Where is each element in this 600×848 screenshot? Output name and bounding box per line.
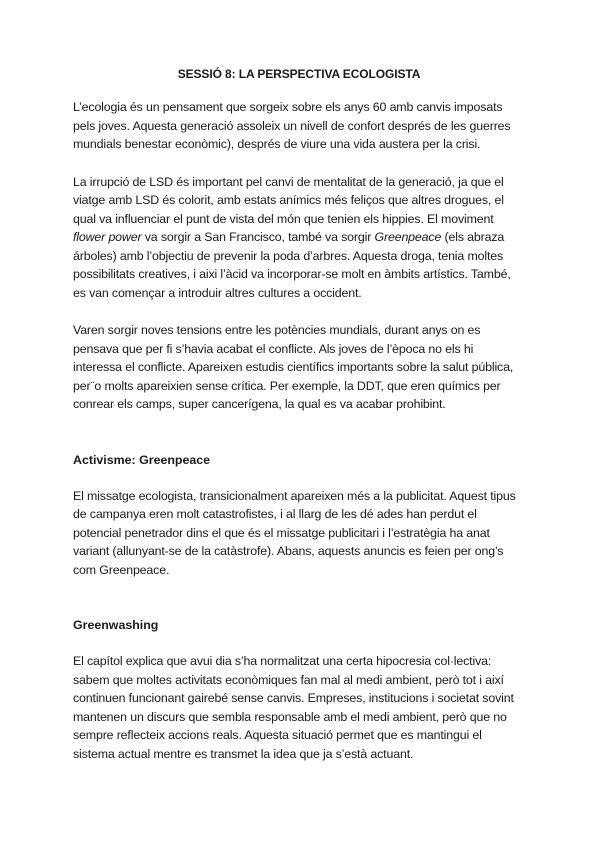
greenpeace-term: Greenpeace [374,230,442,244]
paragraph-ecologia: L’ecologia és un pensament que sorgeix sobre els anys 60 amb canvis imposats pels joves. Aquesta generació assoleix un nivell de confort després de les guerres mundials benestar econòmic), després de viure una vida austera per la crisi. [73,100,511,151]
spacer [73,598,525,616]
paragraph-activisme: El missatge ecologista, transicionalment apareixen més a la publicitat. Aquest tipus de campanya eren molt catastrofistes, i al llarg de les dé ades han perdut el potencial penetrador dins el que és el missatge publicitari i l’estratègia ha anat variant (allunyant-se de la catàstrofe). Abans, aquests anuncis es feien per ong’s com Greenpeace. [73,488,516,577]
document-page [73,66,525,782]
paragraph-tensions: Varen sorgir noves tensions entre les potències mundials, durant anys on es pensava que per fi s’havia acabat el conflicte. Als joves de l’època no els hi interessa el conflicte. Apareixen estudis científics importants sobre la salut pública, per¨o molts apareixien sense crítica. Per exemple, la DDT, que eren químics per conrear els camps, super cancerígena, la qual es va acabar prohibint. [73,323,514,411]
section-heading-greenwashing: Greenwashing [73,618,159,632]
paragraph-lsd-text-c: (els abraza árboles) amb l’objectiu de prevenir la poda d’arbres. Aquesta droga, tenia moltes possibilitats creatives, i aixi l’àcid va incorporar-se molt en àmbits artístics. També, es van començar a introduir altres cultures a occident. [73,230,511,300]
paragraph-greenwashing: El capítol explica que avui dia s’ha normalitzat una certa hipocresia col·lectiva: sabem que moltes activitats econòmiques fan mal al medi ambient, però tot i així continuen funcionant gairebé sense canvis. Empreses, institucions i societat sovint mantenen un discurs que sembla responsable amb el medi ambient, però que no sempre reflecteix accions reals. Aquesta situació permet que es mantingui el sistema actual mentre es transmet la idea que ja s’està actuant. [73,654,514,761]
spacer [73,433,525,451]
paragraph-lsd [73,173,525,303]
paragraph-lsd-text-a: La irrupció de LSD és important pel canvi de mentalitat de la generació, ja que el viatge amb LSD és colorit, amb estats anímics més feliços que altres drogues, el qual va influenciar el punt de vista del món que tenien els hippies. El moviment [73,174,504,226]
page-title: SESSIÓ 8: LA PERSPECTIVA ECOLOGISTA [177,67,421,81]
flower-power-term: flower power [73,230,142,244]
paragraph-lsd-text-b: va sorgir a San Francisco, també va sorgir [141,230,375,244]
section-heading-activisme: Activisme: Greenpeace [73,452,211,467]
